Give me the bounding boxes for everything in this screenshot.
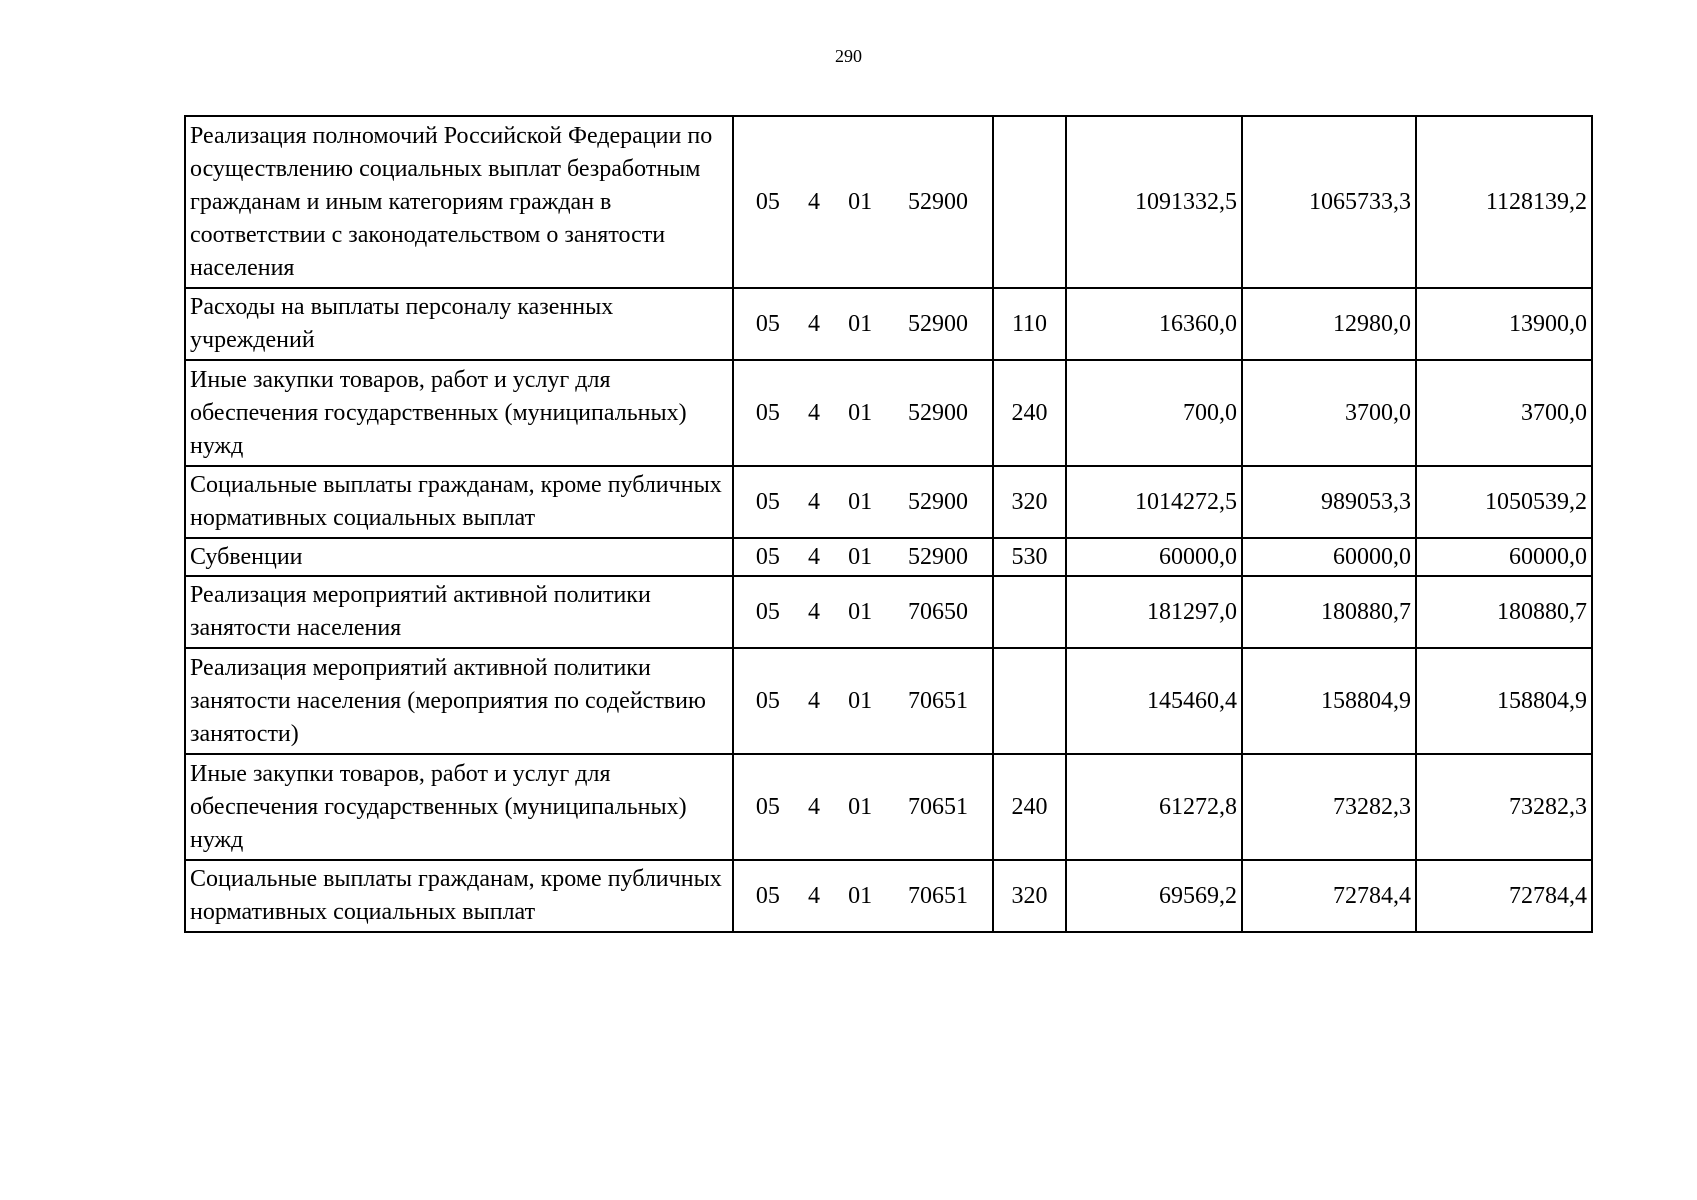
expense-type — [993, 116, 1066, 288]
row-codes — [733, 116, 993, 288]
code-program: 4 — [808, 310, 821, 337]
amount-2: 72784,4 — [1242, 860, 1416, 932]
row-codes — [733, 648, 993, 754]
amount-1: 145460,4 — [1066, 648, 1242, 754]
code-section: 05 — [755, 543, 780, 570]
amount-3: 60000,0 — [1416, 538, 1592, 576]
expense-type — [993, 648, 1066, 754]
code-direction: 70651 — [908, 882, 969, 909]
code-direction: 70651 — [908, 793, 969, 820]
code-section: 05 — [755, 882, 780, 909]
table-row — [185, 538, 1592, 576]
code-direction: 70650 — [908, 598, 969, 625]
row-name: Расходы на выплаты персоналу казенных учреждений — [185, 288, 733, 360]
code-direction: 52900 — [908, 399, 969, 426]
code-direction: 52900 — [908, 310, 969, 337]
row-codes — [733, 754, 993, 860]
code-subprogram: 01 — [848, 687, 873, 714]
amount-2: 60000,0 — [1242, 538, 1416, 576]
row-codes — [733, 576, 993, 648]
row-codes — [733, 860, 993, 932]
code-program: 4 — [808, 488, 821, 515]
amount-1: 700,0 — [1066, 360, 1242, 466]
amount-3: 72784,4 — [1416, 860, 1592, 932]
code-section: 05 — [755, 399, 780, 426]
expense-type: 240 — [993, 360, 1066, 466]
code-section: 05 — [755, 488, 780, 515]
row-name: Реализация мероприятий активной политики занятости населения — [185, 576, 733, 648]
amount-3: 3700,0 — [1416, 360, 1592, 466]
row-codes — [733, 466, 993, 538]
table-row — [185, 648, 1592, 754]
code-subprogram: 01 — [848, 399, 873, 426]
amount-3: 1128139,2 — [1416, 116, 1592, 288]
code-subprogram: 01 — [848, 598, 873, 625]
amount-3: 158804,9 — [1416, 648, 1592, 754]
row-name: Иные закупки товаров, работ и услуг для обеспечения государственных (муниципальных) нужд — [185, 754, 733, 860]
code-section: 05 — [755, 687, 780, 714]
code-program: 4 — [808, 687, 821, 714]
code-direction: 52900 — [908, 488, 969, 515]
table-row — [185, 116, 1592, 288]
table-row — [185, 576, 1592, 648]
amount-2: 3700,0 — [1242, 360, 1416, 466]
code-program: 4 — [808, 399, 821, 426]
expense-type: 530 — [993, 538, 1066, 576]
budget-table — [184, 115, 1593, 933]
row-codes — [733, 360, 993, 466]
code-section: 05 — [755, 793, 780, 820]
expense-type: 320 — [993, 860, 1066, 932]
code-subprogram: 01 — [848, 793, 873, 820]
expense-type: 110 — [993, 288, 1066, 360]
code-program: 4 — [808, 598, 821, 625]
code-subprogram: 01 — [848, 310, 873, 337]
amount-2: 989053,3 — [1242, 466, 1416, 538]
expense-type: 320 — [993, 466, 1066, 538]
row-name: Реализация полномочий Российской Федерации по осуществлению социальных выплат безработным гражданам и иным категориям граждан в соответствии с законодательством о занятости населения — [185, 116, 733, 288]
code-direction: 70651 — [908, 687, 969, 714]
code-program: 4 — [808, 543, 821, 570]
code-direction: 52900 — [908, 543, 969, 570]
table-row — [185, 288, 1592, 360]
table-row — [185, 754, 1592, 860]
amount-1: 16360,0 — [1066, 288, 1242, 360]
amount-2: 180880,7 — [1242, 576, 1416, 648]
amount-3: 180880,7 — [1416, 576, 1592, 648]
amount-2: 12980,0 — [1242, 288, 1416, 360]
row-codes — [733, 288, 993, 360]
code-section: 05 — [755, 598, 780, 625]
expense-type — [993, 576, 1066, 648]
table-row — [185, 360, 1592, 466]
amount-2: 73282,3 — [1242, 754, 1416, 860]
row-name: Социальные выплаты гражданам, кроме публичных нормативных социальных выплат — [185, 860, 733, 932]
row-name: Субвенции — [185, 538, 733, 576]
row-codes — [733, 538, 993, 576]
amount-2: 1065733,3 — [1242, 116, 1416, 288]
amount-1: 181297,0 — [1066, 576, 1242, 648]
code-subprogram: 01 — [848, 543, 873, 570]
amount-1: 60000,0 — [1066, 538, 1242, 576]
amount-1: 69569,2 — [1066, 860, 1242, 932]
code-direction: 52900 — [908, 188, 969, 215]
amount-2: 158804,9 — [1242, 648, 1416, 754]
row-name: Реализация мероприятий активной политики занятости населения (мероприятия по содействию занятости) — [185, 648, 733, 754]
table-row — [185, 860, 1592, 932]
code-program: 4 — [808, 793, 821, 820]
code-section: 05 — [755, 310, 780, 337]
amount-3: 1050539,2 — [1416, 466, 1592, 538]
amount-1: 1091332,5 — [1066, 116, 1242, 288]
expense-type: 240 — [993, 754, 1066, 860]
code-subprogram: 01 — [848, 882, 873, 909]
code-program: 4 — [808, 882, 821, 909]
amount-1: 1014272,5 — [1066, 466, 1242, 538]
row-name: Иные закупки товаров, работ и услуг для обеспечения государственных (муниципальных) нужд — [185, 360, 733, 466]
code-subprogram: 01 — [848, 488, 873, 515]
table-row — [185, 466, 1592, 538]
page-number: 290 — [835, 46, 862, 66]
amount-1: 61272,8 — [1066, 754, 1242, 860]
code-subprogram: 01 — [848, 188, 873, 215]
row-name: Социальные выплаты гражданам, кроме публичных нормативных социальных выплат — [185, 466, 733, 538]
code-program: 4 — [808, 188, 821, 215]
amount-3: 13900,0 — [1416, 288, 1592, 360]
amount-3: 73282,3 — [1416, 754, 1592, 860]
code-section: 05 — [755, 188, 780, 215]
